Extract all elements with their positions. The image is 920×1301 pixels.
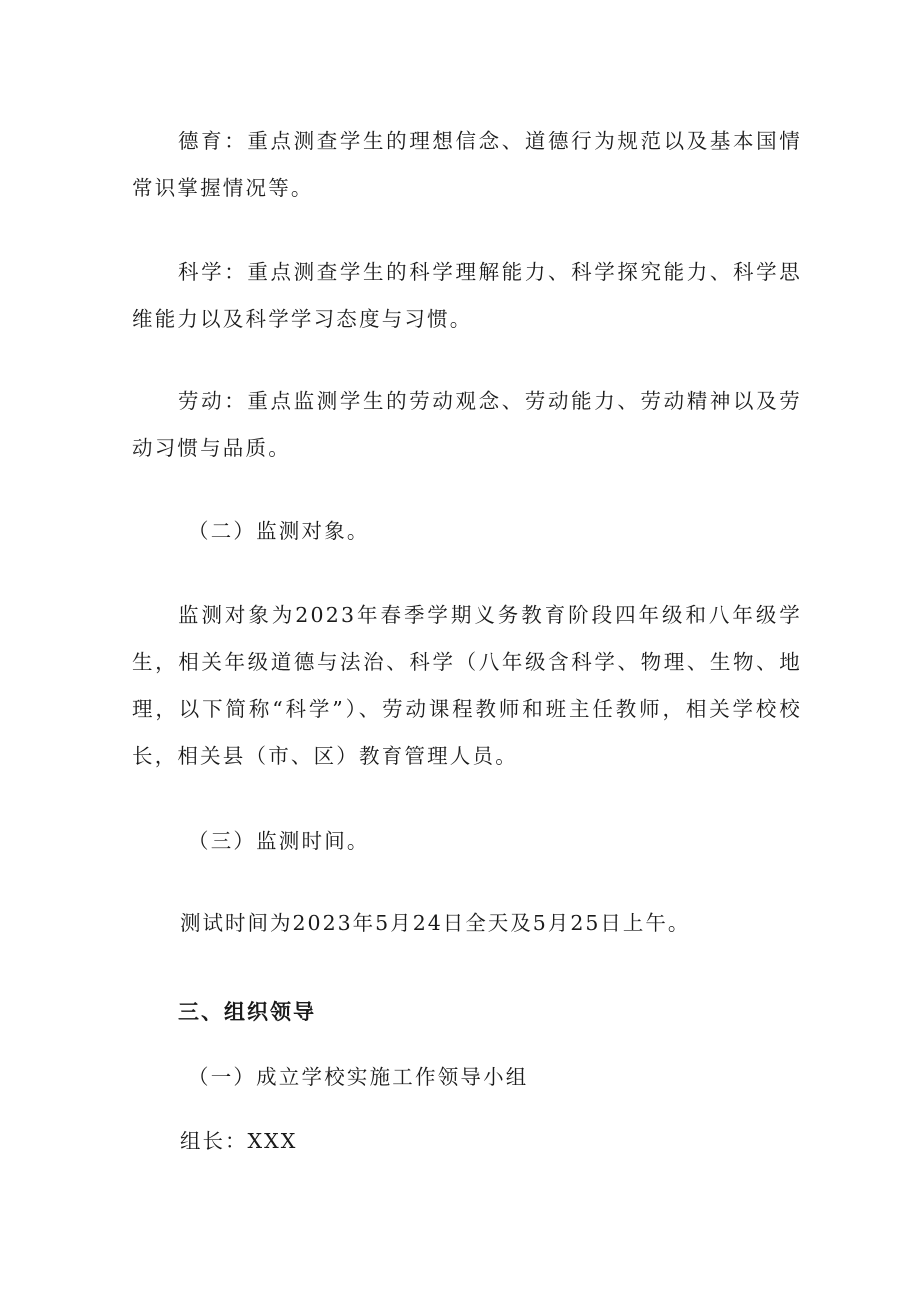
time-paragraph: 测试时间为2023年5月24日全天及5月25日上午。 bbox=[180, 911, 691, 935]
science-paragraph: 科学：重点测查学生的科学理解能力、科学探究能力、科学思维能力以及科学学习态度与习惯。 bbox=[132, 260, 802, 331]
moral-paragraph: 德育：重点测查学生的理想信念、道德行为规范以及基本国情常识掌握情况等。 bbox=[132, 129, 802, 200]
target-paragraph: 监测对象为2023年春季学期义务教育阶段四年级和八年级学生，相关年级道德与法治、科学（八年级含科学、物理、生物、地理，以下简称“科学”）、劳动课程教师和班主任教师，相关学校校长，相关县（市、区）教育管理人员。 bbox=[132, 603, 802, 768]
target-heading: （二）监测对象。 bbox=[188, 519, 370, 543]
leader-line: 组长：XXX bbox=[180, 1129, 298, 1153]
subsection-heading: （一）成立学校实施工作领导小组 bbox=[188, 1065, 529, 1089]
time-heading: （三）监测时间。 bbox=[188, 829, 370, 853]
labor-paragraph: 劳动：重点监测学生的劳动观念、劳动能力、劳动精神以及劳动习惯与品质。 bbox=[132, 389, 802, 460]
section-title: 三、组织领导 bbox=[178, 1000, 316, 1024]
